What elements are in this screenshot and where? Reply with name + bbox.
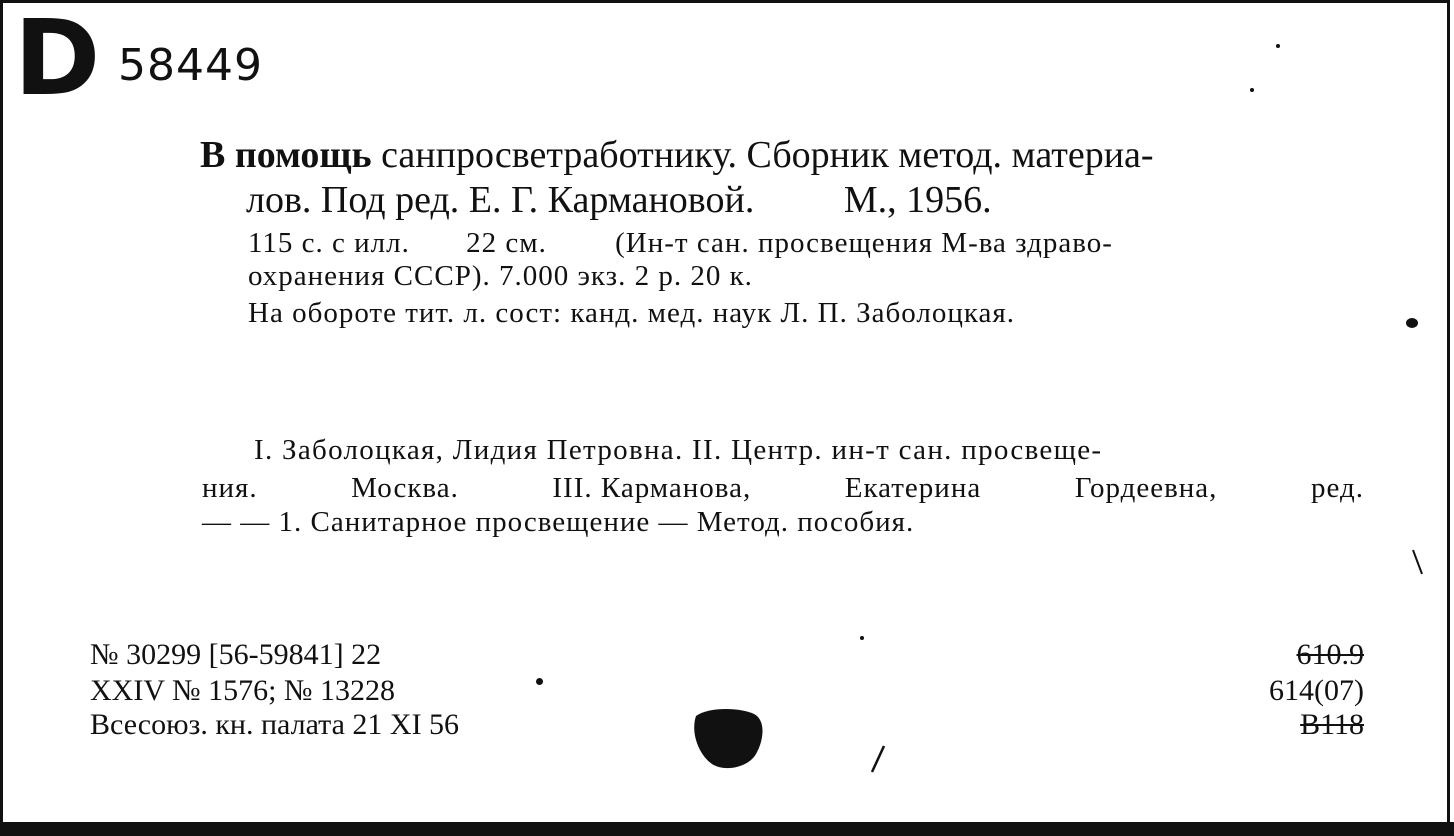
library-stamp-letter: D xyxy=(14,0,99,119)
tracing-word: Гордеевна, xyxy=(1074,472,1218,504)
ink-speck xyxy=(1250,88,1254,92)
footer-chamber-date: Всесоюз. кн. палата 21 XI 56 xyxy=(90,708,460,741)
udc-code-crossed: 610.9 xyxy=(1296,638,1364,671)
footer-card-number: № 30299 [56-59841] 22 xyxy=(90,638,382,671)
entry-size: 22 см. xyxy=(466,227,547,259)
entry-series-continued: охранения СССР). 7.000 экз. 2 р. 20 к. xyxy=(248,260,753,292)
card-bottom-edge xyxy=(0,822,1454,836)
entry-heading: В помощь xyxy=(200,134,372,176)
tracing-word: III. Карманова, xyxy=(552,472,752,504)
entry-collation-line xyxy=(248,229,1113,258)
pen-stroke-mark xyxy=(1410,548,1426,578)
tracing-word: ния. xyxy=(202,472,258,504)
entry-note: На обороте тит. л. сост: канд. мед. наук Л. П. Заболоцкая. xyxy=(248,297,1015,329)
bbk-code-crossed: В118 xyxy=(1300,708,1364,741)
entry-title-line-2 xyxy=(246,181,992,219)
entry-series: (Ин-т сан. просвещения М-ва здраво- xyxy=(615,227,1113,259)
ink-blot xyxy=(690,706,770,774)
tracing-word: ред. xyxy=(1310,472,1364,504)
pen-stroke-mark xyxy=(868,744,890,774)
tracing-line-2 xyxy=(202,472,1364,505)
ink-speck xyxy=(536,678,543,685)
tracing-line-1: I. Заболоцкая, Лидия Петровна. II. Центр. ин-т сан. просвеще- xyxy=(254,434,1103,466)
ink-speck xyxy=(1406,318,1418,328)
tracing-word: Екатерина xyxy=(844,472,982,504)
udc-code: 614(07) xyxy=(1269,674,1364,707)
entry-imprint: М., 1956. xyxy=(843,179,992,221)
tracing-line-3: — — 1. Санитарное просвещение — Метод. пособия. xyxy=(202,506,915,538)
entry-editor: лов. Под ред. Е. Г. Кармановой. xyxy=(246,179,755,221)
ink-speck xyxy=(1276,44,1280,48)
footer-register-number: XXIV № 1576; № 13228 xyxy=(90,674,396,707)
entry-title-line-1 xyxy=(200,136,1154,174)
ink-speck xyxy=(860,636,864,640)
entry-pages: 115 с. с илл. xyxy=(248,227,410,259)
handwritten-accession-number: 58449 xyxy=(118,40,263,91)
tracing-word: Москва. xyxy=(351,472,459,504)
entry-title-rest: санпросветработнику. Сборник метод. материа- xyxy=(371,134,1154,176)
